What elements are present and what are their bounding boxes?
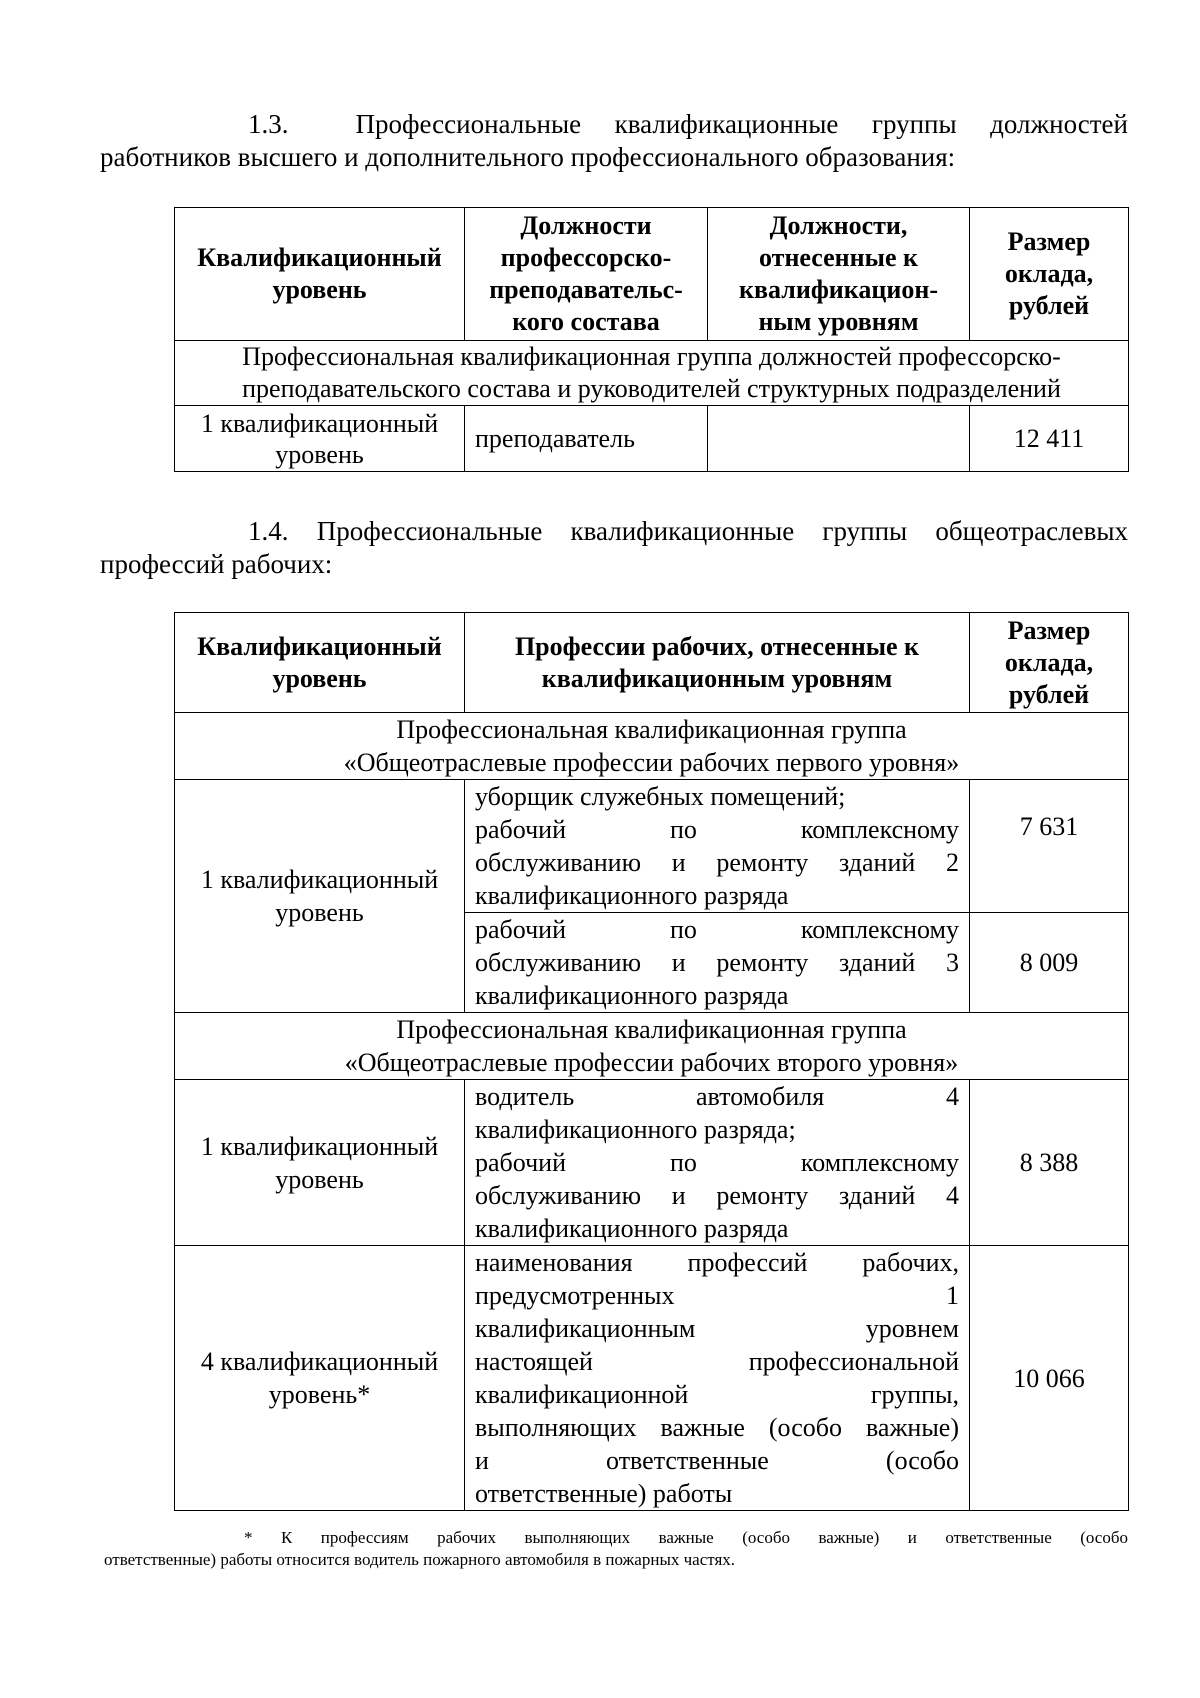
table-row: [175, 1246, 1129, 1511]
section-1-4-heading-line2: профессий рабочих:: [100, 549, 333, 579]
profession-line: рабочий по комплексному: [475, 1148, 959, 1177]
table1-group-title-line1: Профессиональная квалификационная группа должностей профессорско-: [242, 342, 1061, 371]
section-1-3-heading: [100, 108, 1128, 174]
table1-header-teaching-positions: Должности профессорско- преподавательс- кого состава: [465, 208, 708, 341]
profession-line: рабочий по комплексному: [475, 915, 959, 944]
section-1-4-heading-line1: 1.4. Профессиональные квалификационные группы общеотраслевых: [248, 516, 1128, 546]
table-row: [175, 780, 1129, 913]
profession-line: квалификационного разряда: [475, 881, 789, 910]
table2-group1-title: [175, 713, 1129, 780]
table1-header-assigned-positions: Должности, отнесенные к квалификацион- ным уровням: [708, 208, 970, 341]
table2-header-row: [175, 613, 1129, 713]
table1-header-salary: Размер оклада, рублей: [970, 208, 1129, 341]
table1-group-title: [175, 341, 1129, 406]
table1-group-title-line2: преподавательского состава и руководителей структурных подразделений: [242, 374, 1061, 403]
profession-line: уборщик служебных помещений;: [475, 782, 846, 811]
table2-group2-row1-level: 1 квалификационный уровень: [175, 1080, 465, 1246]
table1-assigned-cell: [708, 406, 970, 472]
table1-level-cell: 1 квалификационный уровень: [175, 406, 465, 472]
table2-group2-row: [175, 1013, 1129, 1080]
profession-line: рабочий по комплексному: [475, 815, 959, 844]
table2-group2-title-line1: Профессиональная квалификационная группа: [396, 1015, 907, 1044]
profession-line: наименования профессий рабочих,: [475, 1248, 959, 1277]
profession-line: квалификационного разряда: [475, 981, 789, 1010]
table2-group1-title-line2: «Общеотраслевые профессии рабочих первого уровня»: [343, 748, 960, 777]
table2-group2-row2-level: 4 квалификационный уровень*: [175, 1246, 465, 1511]
profession-line: квалификационной группы,: [475, 1380, 959, 1409]
profession-line: настоящей профессиональной: [475, 1347, 959, 1376]
profession-line: предусмотренных 1: [475, 1281, 959, 1310]
table2-group1-row2-salary: 8 009: [970, 913, 1129, 1013]
table2-group1-row: [175, 713, 1129, 780]
section-1-4-heading: [100, 515, 1128, 581]
section-1-3-heading-line1: 1.3. Профессиональные квалификационные группы должностей: [248, 109, 1128, 139]
profession-line: квалификационного разряда: [475, 1214, 789, 1243]
table2-group2-title: [175, 1013, 1129, 1080]
table2-group1-title-line1: Профессиональная квалификационная группа: [396, 715, 907, 744]
table2-group2-title-line2: «Общеотраслевые профессии рабочих второго уровня»: [344, 1048, 959, 1077]
table2-header-salary: Размер оклада, рублей: [970, 613, 1129, 713]
table2-group1-level-cell: 1 квалификационный уровень: [175, 780, 465, 1013]
table1-group-row: [175, 341, 1129, 406]
table2-group2-row2-professions: [465, 1246, 970, 1511]
table2-header-professions: Профессии рабочих, отнесенные к квалификационным уровням: [465, 613, 970, 713]
profession-line: водитель автомобиля 4: [475, 1082, 959, 1111]
profession-line: ответственные) работы: [475, 1479, 733, 1508]
profession-line: выполняющих важные (особо важные): [475, 1413, 959, 1442]
table1-header-level: Квалификационный уровень: [175, 208, 465, 341]
profession-line: квалификационным уровнем: [475, 1314, 959, 1343]
table2-group1-row1-professions: [465, 780, 970, 913]
table2-group2-row1-salary: 8 388: [970, 1080, 1129, 1246]
footnote-line1: * К профессиям рабочих выполняющих важные (особо важные) и ответственные (особо: [244, 1528, 1128, 1547]
table2-group1-row1-salary: 7 631: [970, 780, 1129, 913]
table1-header-row: [175, 208, 1129, 341]
profession-line: обслуживанию и ремонту зданий 2: [475, 848, 959, 877]
section-1-3-heading-line2: работников высшего и дополнительного профессионального образования:: [100, 142, 956, 172]
table-worker-professions: [174, 612, 1129, 1511]
profession-line: и ответственные (особо: [475, 1446, 959, 1475]
table-row: [175, 1080, 1129, 1246]
footnote-line2: ответственные) работы относится водитель пожарного автомобиля в пожарных частях.: [104, 1550, 736, 1569]
footnote: [104, 1527, 1128, 1571]
profession-line: обслуживанию и ремонту зданий 3: [475, 948, 959, 977]
profession-line: квалификационного разряда;: [475, 1115, 796, 1144]
profession-line: обслуживанию и ремонту зданий 4: [475, 1181, 959, 1210]
table-education-positions: [174, 207, 1129, 472]
document-page: [100, 108, 1128, 1571]
table-row: [175, 406, 1129, 472]
table1-salary-cell: 12 411: [970, 406, 1129, 472]
table2-group2-row2-salary: 10 066: [970, 1246, 1129, 1511]
table2-group2-row1-professions: [465, 1080, 970, 1246]
table2-header-level: Квалификационный уровень: [175, 613, 465, 713]
table2-group1-row2-professions: [465, 913, 970, 1013]
table1-position-cell: преподаватель: [465, 406, 708, 472]
